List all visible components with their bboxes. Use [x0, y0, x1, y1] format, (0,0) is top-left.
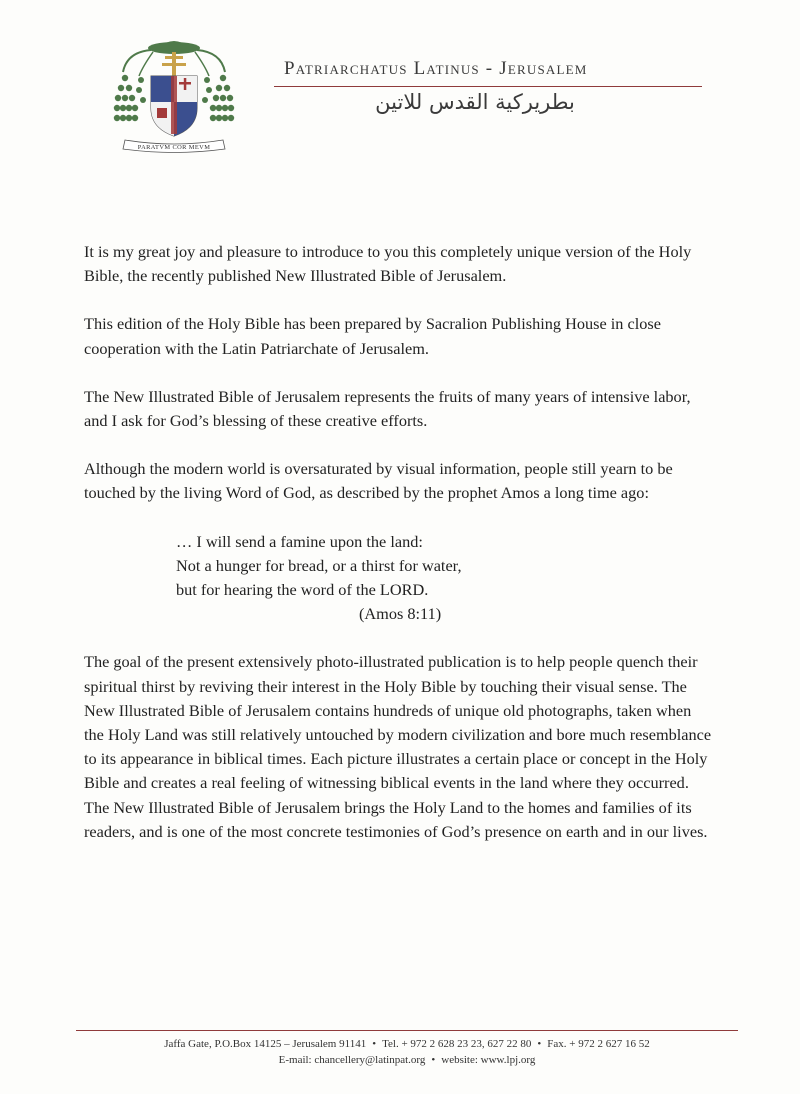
footer-line-2 — [76, 1052, 738, 1068]
body-paragraph-4: Although the modern world is oversaturated by visual information, people still yearn to be touched by the living Word of God, as described by the prophet Amos a long time ago: — [84, 459, 673, 503]
letterhead-footer — [76, 1036, 738, 1068]
footer-line-1 — [76, 1036, 738, 1052]
svg-text:PARATVM COR MEVM: PARATVM COR MEVM — [137, 144, 211, 151]
footer-telephone: Tel. + 972 2 628 23 23, 627 22 80 — [382, 1038, 532, 1050]
footer-fax: Fax. + 972 2 627 16 52 — [547, 1038, 650, 1050]
footer-separator: • — [372, 1038, 377, 1050]
quote-reference: (Amos 8:11) — [359, 604, 442, 624]
footer-separator: • — [537, 1038, 542, 1050]
letter-body — [84, 240, 714, 868]
body-paragraph-1: It is my great joy and pleasure to introduce to you this completely unique version of the Holy Bible, the recently published New Illustrated Bible of Jerusalem. — [84, 242, 692, 286]
footer-separator: • — [431, 1054, 436, 1066]
footer-website: website: www.lpj.org — [441, 1054, 536, 1066]
patriarchate-title: Patriarchatus Latinus - Jerusalem — [284, 58, 588, 79]
scripture-quote — [176, 530, 714, 627]
quote-line-3: but for hearing the word of the LORD. — [176, 580, 429, 600]
footer-divider — [76, 1030, 738, 1031]
footer-email: E-mail: chancellery@latinpat.org — [278, 1054, 426, 1066]
patriarchate-title-arabic: بطريركية القدس للاتين — [375, 90, 575, 114]
quote-line-2: Not a hunger for bread, or a thirst for water, — [176, 555, 462, 575]
header-divider — [274, 86, 702, 87]
footer-address: Jaffa Gate, P.O.Box 14125 – Jerusalem 91141 — [164, 1038, 367, 1050]
body-paragraph-2: This edition of the Holy Bible has been prepared by Sacralion Publishing House in close cooperation with the Latin Patriarchate of Jerusalem. — [84, 314, 661, 358]
body-paragraph-3: The New Illustrated Bible of Jerusalem represents the fruits of many years of intensive labor, and I ask for God’s blessing of these creative efforts. — [84, 386, 691, 431]
body-paragraph-closing: The goal of the present extensively photo-illustrated publication is to help people quench their spiritual thirst by reviving their interest in the Holy Bible by touching their visual sense. The New Illustrated Bible of Jerusalem contains hundreds of unique old photographs, taken when the Holy Land was still relatively untouched by modern civilization and bore much resemblance to its appearance in biblical times. Each picture illustrates a certain place or concept in the Holy Bible and creates a real feeling of witnessing biblical events in the land where they occurred. The New Illustrated Bible of Jerusalem brings the Holy Land to the homes and families of its readers, and is one of the most concrete testimonies of God’s presence on earth and in our lives. — [84, 652, 712, 841]
quote-line-1: … I will send a famine upon the land: — [176, 531, 423, 551]
coat-of-arms-logo — [113, 36, 235, 154]
